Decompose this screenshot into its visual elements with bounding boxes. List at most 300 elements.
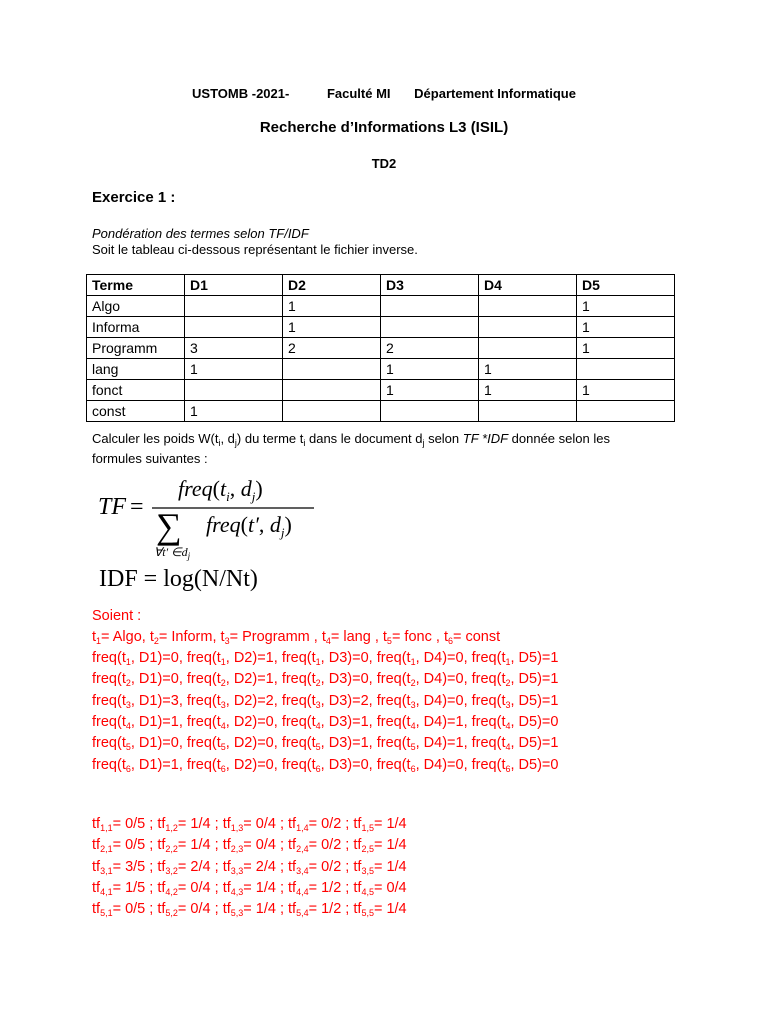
freq-doc: D4 xyxy=(423,650,443,666)
freq-text: )= xyxy=(347,756,361,773)
freq-value: 0 xyxy=(550,713,559,730)
frequency-cell: 1 xyxy=(381,380,479,401)
freq-value: 0 xyxy=(455,692,464,709)
freq-text: , xyxy=(510,692,519,709)
tf-text: tf xyxy=(288,858,297,875)
freq-doc: D3 xyxy=(328,671,348,688)
term-cell: const xyxy=(87,401,185,422)
freq-text: freq(t xyxy=(92,735,126,752)
tf-index: 4,3 xyxy=(230,886,244,897)
freq-text: )= xyxy=(347,692,361,709)
freq-separator: , xyxy=(273,650,282,666)
term-prefix: t xyxy=(92,629,97,645)
table-header-cell: D3 xyxy=(381,275,479,296)
tf-index: 2,1 xyxy=(100,844,113,855)
freq-text: freq(t xyxy=(186,650,221,666)
tf-text: tf xyxy=(288,816,297,832)
frequency-cell: 1 xyxy=(381,359,479,380)
tf-separator: ; xyxy=(275,837,289,854)
equals-sign: = xyxy=(130,494,144,520)
tf-text: tf xyxy=(157,858,166,875)
frequency-cell: 1 xyxy=(185,359,283,380)
freq-term-index: 1 xyxy=(315,657,321,667)
tf-value: 0/2 xyxy=(321,837,342,854)
tf-value: 0/5 xyxy=(125,837,146,854)
freq-separator: , xyxy=(463,735,472,752)
freq-doc: D1 xyxy=(138,735,158,752)
freq-text: freq(t xyxy=(186,692,221,709)
table-header-cell: D2 xyxy=(283,275,381,296)
tf-text: = xyxy=(177,837,191,854)
freq-term-index: 2 xyxy=(505,678,511,689)
freq-separator: , xyxy=(273,756,282,773)
freq-text: )= xyxy=(252,713,266,730)
freq-term-index: 5 xyxy=(315,742,321,753)
freq-line xyxy=(92,757,558,773)
tf-text: tf xyxy=(157,879,166,896)
term-prefix: t xyxy=(220,629,225,645)
freq-text: freq(t xyxy=(471,735,506,752)
freq-separator: , xyxy=(178,671,187,688)
tf-value: 1/5 xyxy=(125,879,146,896)
tf-value: 1/4 xyxy=(255,879,276,896)
freq-text: )= xyxy=(537,735,551,752)
freq-doc: D5 xyxy=(518,756,538,773)
tf-index: 5,5 xyxy=(361,908,374,919)
tf-index: 2,2 xyxy=(165,844,178,855)
freq-value: 0 xyxy=(265,713,274,730)
solution-terms-line xyxy=(92,629,500,645)
freq-term-index: 6 xyxy=(220,763,226,774)
calc-text: dans le document d xyxy=(305,431,423,446)
tf-index: 1,3 xyxy=(230,823,244,833)
freq-text: freq(t xyxy=(376,756,411,773)
freq-term-index: 3 xyxy=(125,699,131,710)
frequency-cell xyxy=(479,296,577,317)
freq-doc: D4 xyxy=(423,671,443,688)
term-definition: = const xyxy=(452,629,501,645)
freq-value: 0 xyxy=(550,756,559,773)
sum-symbol: ∑ xyxy=(156,506,182,546)
tf-index: 1,5 xyxy=(361,823,374,833)
freq-separator: , xyxy=(463,650,472,666)
freq-text: , xyxy=(510,713,519,730)
tf-text: = xyxy=(243,816,256,832)
frequency-cell: 1 xyxy=(185,401,283,422)
frequency-cell xyxy=(577,401,675,422)
term-index: 4 xyxy=(325,636,331,646)
tf-text: tf xyxy=(222,901,231,918)
freq-separator: , xyxy=(463,713,472,730)
freq-text: freq(t xyxy=(376,650,411,666)
tf-value: 0/4 xyxy=(386,879,407,896)
tf-text: tf xyxy=(222,837,231,854)
table-header-row xyxy=(87,275,675,296)
freq-text: , xyxy=(130,713,139,730)
tf-separator: ; xyxy=(145,858,158,875)
frequency-cell xyxy=(185,296,283,317)
freq-term-index: 1 xyxy=(410,657,416,667)
tf-text: = xyxy=(112,816,126,832)
tf-value: 0/5 xyxy=(125,901,146,918)
freq-text: )= xyxy=(442,756,456,773)
idf-formula: IDF = log(N/Nt) xyxy=(99,566,258,592)
tf-text: tf xyxy=(157,901,166,918)
tf-text: = xyxy=(243,858,256,875)
tf-value: 0/5 xyxy=(125,816,146,832)
freq-text: )= xyxy=(442,735,456,752)
freq-text: , xyxy=(510,756,519,773)
table-row xyxy=(87,380,675,401)
freq-term-index: 4 xyxy=(505,742,511,753)
freq-doc: D2 xyxy=(233,713,253,730)
tf-separator: ; xyxy=(341,837,354,854)
tf-text: = xyxy=(243,879,256,896)
faculty-label: Faculté MI xyxy=(326,86,391,101)
tf-separator: ; xyxy=(341,816,354,832)
tf-text: tf xyxy=(157,837,166,854)
freq-text: , xyxy=(225,735,234,752)
calc-text: donnée selon les xyxy=(508,431,610,446)
frequency-cell xyxy=(381,317,479,338)
tf-text: = xyxy=(308,837,322,854)
frequency-cell xyxy=(185,317,283,338)
freq-separator: , xyxy=(368,671,377,688)
freq-line xyxy=(92,735,558,751)
calc-italic: TF *IDF xyxy=(462,431,509,446)
tf-index: 1,4 xyxy=(296,823,309,833)
freq-text: freq(t xyxy=(186,713,221,730)
term-prefix: t xyxy=(149,629,154,645)
freq-doc: D3 xyxy=(328,650,348,666)
tf-value: 0/4 xyxy=(255,837,276,854)
tf-text: tf xyxy=(222,879,231,896)
freq-separator: , xyxy=(273,713,282,730)
tf-text: = xyxy=(112,858,126,875)
tf-index: 4,2 xyxy=(165,886,178,897)
freq-value: 1 xyxy=(170,756,179,773)
tf-text: tf xyxy=(222,858,231,875)
tf-separator: ; xyxy=(275,901,289,918)
freq-term-index: 6 xyxy=(505,763,511,774)
frequency-cell xyxy=(479,317,577,338)
freq-text: )= xyxy=(442,650,456,666)
tf-text: = xyxy=(243,901,256,918)
freq-value: 0 xyxy=(170,735,179,752)
calc-instruction-line2: formules suivantes : xyxy=(92,451,208,466)
tf-text: tf xyxy=(157,816,166,832)
freq-text: )= xyxy=(347,671,361,688)
table-header-cell: D5 xyxy=(577,275,675,296)
freq-doc: D1 xyxy=(138,713,158,730)
freq-doc: D4 xyxy=(423,692,443,709)
freq-term-index: 2 xyxy=(315,678,321,689)
freq-text: freq(t xyxy=(471,671,506,688)
freq-text: , xyxy=(130,735,139,752)
freq-doc: D1 xyxy=(138,692,158,709)
table-row xyxy=(87,401,675,422)
freq-text: )= xyxy=(347,713,361,730)
freq-text: freq(t xyxy=(92,671,126,688)
tf-text: tf xyxy=(92,816,101,832)
tf-text: tf xyxy=(353,837,362,854)
freq-doc: D2 xyxy=(233,756,253,773)
tf-text: = xyxy=(308,901,322,918)
freq-text: freq(t xyxy=(92,692,126,709)
freq-separator: , xyxy=(463,692,472,709)
tf-value: 1/4 xyxy=(190,837,211,854)
frequency-cell: 3 xyxy=(185,338,283,359)
freq-text: freq(t xyxy=(281,713,316,730)
freq-text: freq(t xyxy=(376,735,411,752)
frequency-cell: 1 xyxy=(577,338,675,359)
freq-doc: D1 xyxy=(138,671,158,688)
freq-line xyxy=(92,650,558,666)
tf-separator: ; xyxy=(341,901,354,918)
tf-index: 3,4 xyxy=(296,865,309,876)
sum-index: ∀t′ $\in d_j$ xyxy=(154,545,191,561)
freq-separator: , xyxy=(178,756,187,773)
freq-value: 0 xyxy=(265,756,274,773)
freq-doc: D2 xyxy=(233,650,253,666)
freq-term-index: 5 xyxy=(220,742,226,753)
freq-text: , xyxy=(320,692,329,709)
freq-text: freq(t xyxy=(376,671,411,688)
term-definition: = fonc , xyxy=(391,629,444,645)
freq-text: , xyxy=(320,756,329,773)
term-index: 6 xyxy=(447,636,453,646)
freq-value: 1 xyxy=(550,735,559,752)
freq-text: , xyxy=(510,735,519,752)
freq-separator: , xyxy=(273,692,282,709)
tf-text: tf xyxy=(353,901,362,918)
tf-value: 0/2 xyxy=(321,858,342,875)
freq-separator: , xyxy=(273,735,282,752)
tf-index: 4,5 xyxy=(361,886,374,897)
freq-text: )= xyxy=(252,671,266,688)
freq-value: 1 xyxy=(265,650,274,666)
freq-separator: , xyxy=(273,671,282,688)
frequency-cell: 1 xyxy=(283,296,381,317)
freq-text: , xyxy=(415,756,424,773)
tf-line xyxy=(92,880,407,896)
calc-text: selon xyxy=(424,431,463,446)
term-cell: Algo xyxy=(87,296,185,317)
freq-value: 1 xyxy=(455,713,464,730)
freq-doc: D4 xyxy=(423,735,443,752)
freq-value: 0 xyxy=(170,671,179,688)
freq-line xyxy=(92,714,558,730)
freq-term-index: 4 xyxy=(125,720,131,731)
tf-separator: ; xyxy=(210,858,223,875)
freq-doc: D4 xyxy=(423,756,443,773)
freq-text: freq(t xyxy=(92,713,126,730)
freq-doc: D3 xyxy=(328,713,348,730)
freq-text: )= xyxy=(157,713,171,730)
tf-index: 2,4 xyxy=(296,844,309,855)
freq-text: )= xyxy=(537,713,551,730)
freq-doc: D5 xyxy=(518,650,538,666)
freq-text: )= xyxy=(252,692,266,709)
freq-text: , xyxy=(415,650,424,666)
tf-separator: ; xyxy=(275,858,289,875)
freq-line xyxy=(92,671,558,687)
freq-text: freq(t xyxy=(281,735,316,752)
freq-term-index: 4 xyxy=(315,720,321,731)
freq-term-index: 5 xyxy=(410,742,416,753)
freq-separator: , xyxy=(178,735,187,752)
freq-doc: D3 xyxy=(328,735,348,752)
freq-text: , xyxy=(320,671,329,688)
freq-doc: D2 xyxy=(233,692,253,709)
table-row xyxy=(87,317,675,338)
freq-separator: , xyxy=(368,735,377,752)
tf-text: tf xyxy=(288,879,297,896)
freq-text: , xyxy=(320,713,329,730)
freq-doc: D1 xyxy=(138,650,158,666)
tf-label: TF xyxy=(98,494,127,520)
freq-value: 0 xyxy=(170,650,179,666)
freq-text: , xyxy=(320,650,329,666)
tf-index: 4,1 xyxy=(100,886,113,897)
tf-separator: ; xyxy=(145,879,158,896)
freq-text: freq(t xyxy=(471,692,506,709)
calc-sub: j xyxy=(234,438,237,448)
freq-term-index: 3 xyxy=(220,699,226,710)
tf-text: tf xyxy=(353,879,362,896)
freq-term-index: 4 xyxy=(505,720,511,731)
tf-text: tf xyxy=(92,858,101,875)
calc-text: , d xyxy=(220,431,235,446)
table-row xyxy=(87,338,675,359)
document-header xyxy=(0,86,768,101)
freq-text: , xyxy=(225,692,234,709)
freq-text: freq(t xyxy=(281,692,316,709)
freq-term-index: 3 xyxy=(315,699,321,710)
tf-separator: ; xyxy=(341,879,354,896)
tf-text: = xyxy=(373,837,387,854)
freq-text: , xyxy=(130,756,139,773)
tf-formula xyxy=(98,472,338,564)
frequency-cell: 1 xyxy=(479,359,577,380)
freq-value: 0 xyxy=(360,650,369,666)
freq-separator: , xyxy=(368,756,377,773)
tf-value: 3/5 xyxy=(125,858,146,875)
solution-soient: Soient : xyxy=(92,608,142,624)
freq-text: )= xyxy=(157,692,171,709)
freq-text: )= xyxy=(537,692,551,709)
term-cell: fonct xyxy=(87,380,185,401)
freq-value: 1 xyxy=(550,671,559,688)
freq-term-index: 6 xyxy=(125,763,131,774)
tf-text: = xyxy=(177,858,191,875)
tf-text: tf xyxy=(92,901,101,918)
freq-separator: , xyxy=(463,671,472,688)
freq-text: freq(t xyxy=(92,756,126,773)
table-header-cell: D4 xyxy=(479,275,577,296)
tf-value: 0/4 xyxy=(190,901,211,918)
tf-text: tf xyxy=(353,858,362,875)
freq-separator: , xyxy=(368,713,377,730)
freq-text: )= xyxy=(442,671,456,688)
freq-separator: , xyxy=(178,692,187,709)
frequency-cell: 2 xyxy=(381,338,479,359)
freq-text: )= xyxy=(442,692,456,709)
tf-index: 5,1 xyxy=(100,908,113,919)
freq-doc: D5 xyxy=(518,692,538,709)
freq-term-index: 6 xyxy=(315,763,321,774)
freq-doc: D2 xyxy=(233,671,253,688)
tf-index: 3,1 xyxy=(100,865,113,876)
frequency-cell: 1 xyxy=(577,296,675,317)
tf-denominator: freq(t′, $d_j$) xyxy=(206,512,292,540)
tf-value: 1/2 xyxy=(321,901,342,918)
tf-text: tf xyxy=(353,816,362,832)
tf-separator: ; xyxy=(210,837,223,854)
tf-separator: ; xyxy=(145,837,158,854)
freq-text: , xyxy=(415,671,424,688)
tf-text: = xyxy=(112,837,126,854)
freq-term-index: 6 xyxy=(410,763,416,774)
freq-term-index: 2 xyxy=(125,678,131,689)
freq-doc: D5 xyxy=(518,713,538,730)
freq-text: freq(t xyxy=(471,756,506,773)
document-title: Recherche d’Informations L3 (ISIL) xyxy=(259,119,509,136)
freq-term-index: 2 xyxy=(220,678,226,689)
tf-index: 2,3 xyxy=(230,844,244,855)
tf-index: 3,3 xyxy=(230,865,244,876)
term-cell: Informa xyxy=(87,317,185,338)
frequency-cell: 1 xyxy=(283,317,381,338)
td-label: TD2 xyxy=(371,156,397,171)
freq-doc: D3 xyxy=(328,756,348,773)
freq-text: , xyxy=(510,650,519,666)
tf-text: = xyxy=(308,879,322,896)
term-definition: = Algo, xyxy=(101,629,150,645)
freq-text: freq(t xyxy=(471,713,506,730)
tf-index: 1,1 xyxy=(100,823,113,833)
table-header-cell: Terme xyxy=(87,275,185,296)
tf-value: 2/4 xyxy=(255,858,276,875)
table-row xyxy=(87,296,675,317)
freq-text: , xyxy=(415,735,424,752)
tf-separator: ; xyxy=(145,901,158,918)
frequency-cell xyxy=(577,359,675,380)
freq-value: 1 xyxy=(550,692,559,709)
freq-text: )= xyxy=(157,735,171,752)
term-definition: = Programm , xyxy=(229,629,322,645)
freq-text: )= xyxy=(157,756,171,773)
freq-text: freq(t xyxy=(281,671,316,688)
freq-value: 0 xyxy=(455,756,464,773)
tf-text: = xyxy=(373,816,387,832)
tf-text: tf xyxy=(222,816,231,832)
freq-text: freq(t xyxy=(281,756,316,773)
tf-text: = xyxy=(177,879,191,896)
freq-term-index: 1 xyxy=(125,657,131,667)
freq-text: )= xyxy=(537,650,551,666)
freq-value: 2 xyxy=(265,692,274,709)
freq-text: , xyxy=(130,650,139,666)
tf-value: 1/4 xyxy=(386,858,407,875)
table-row xyxy=(87,359,675,380)
university-label: USTOMB -2021- xyxy=(192,86,290,101)
tf-text: tf xyxy=(288,901,297,918)
tf-text: = xyxy=(373,879,387,896)
frequency-cell xyxy=(185,380,283,401)
tf-separator: ; xyxy=(341,858,354,875)
term-prefix: t xyxy=(321,629,326,645)
